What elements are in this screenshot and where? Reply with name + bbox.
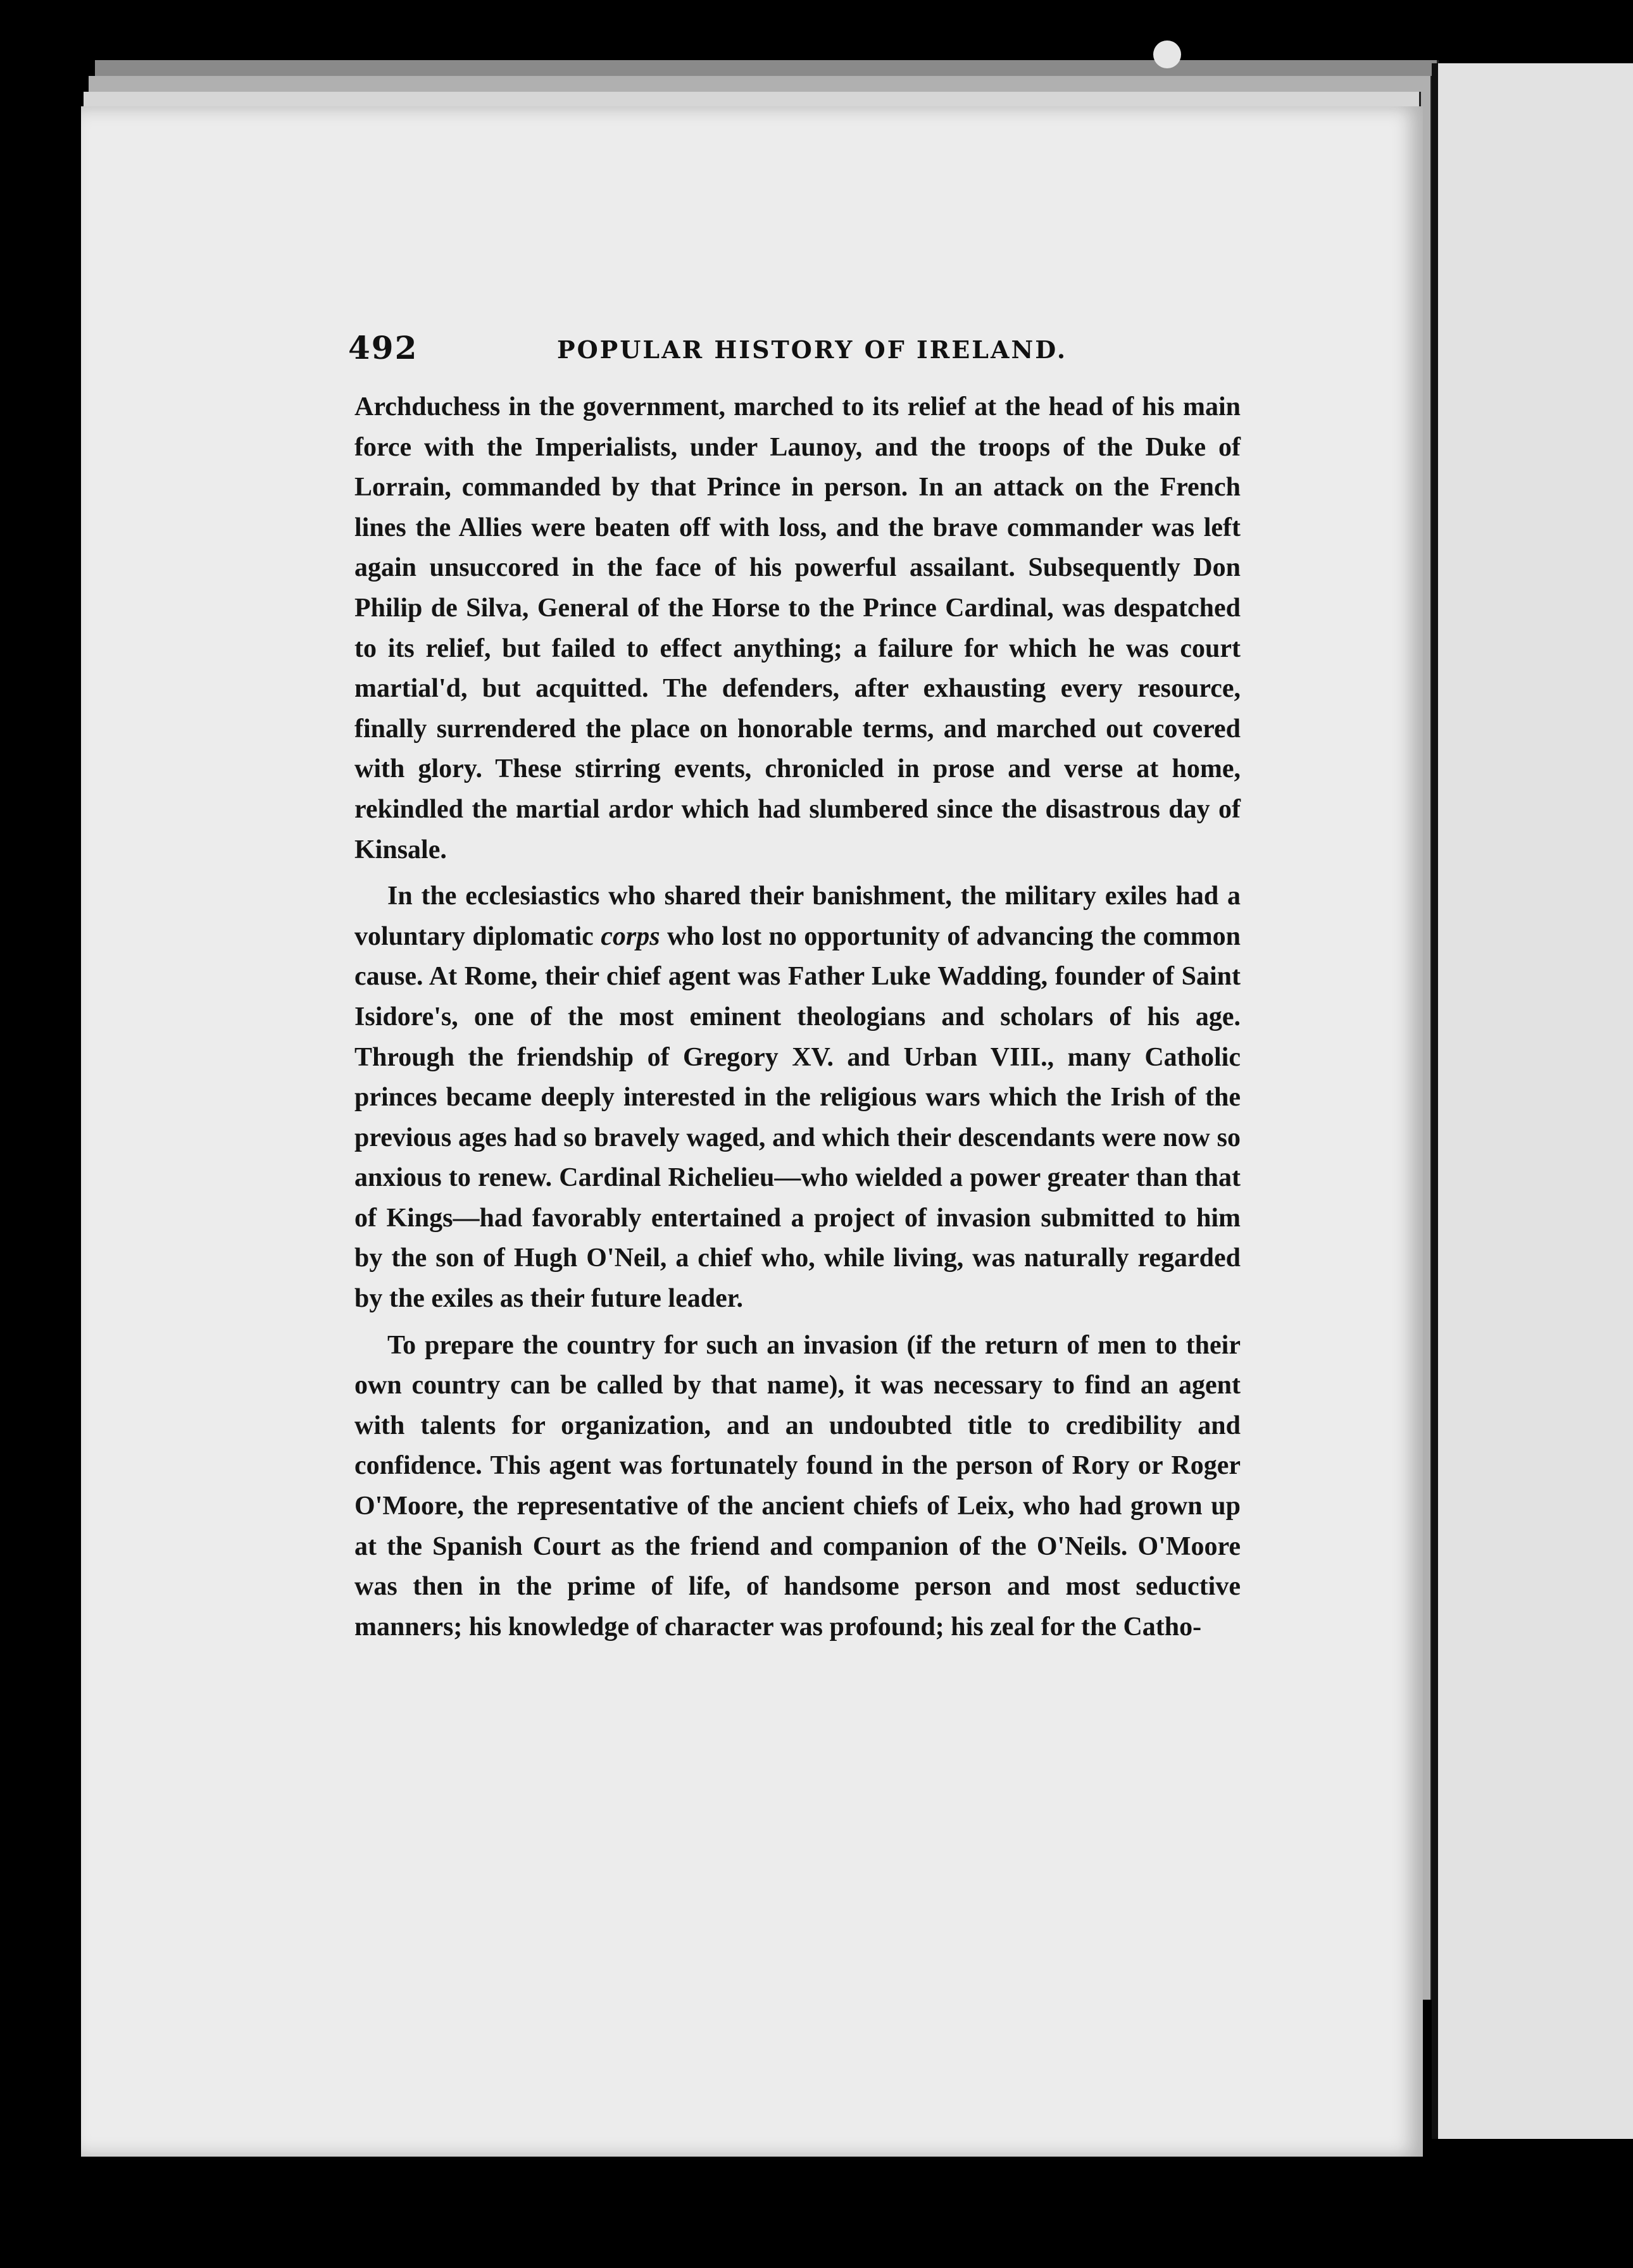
paragraph-2-end: who lost no opportunity of advancing the common cause. At Rome, their chief agent was Father Luke Wadding, founder of Saint Isidore's, one of the most eminent theologians and scholars of his age. Through the friendship of Gregory XV. and Urban VIII., many Catholic princes became deeply interested in the religious wars which the Irish of the previous ages had so bravely waged, and which their descendants were now so anxious to renew. Cardinal Richelieu—who wielded a power greater than that of Kings—had favorably entertained a project of invasion submitted to him by the son of Hugh O'Neil, a chief who, while living, was naturally regarded by the exiles as their future leader. [354, 921, 1241, 1314]
paragraph-2-italic: corps [601, 921, 660, 951]
paragraph-2-start: In the ecclesiastics who shared their banishment, the military exiles had a voluntary diplomatic [354, 882, 1241, 951]
facing-page [1432, 63, 1633, 2139]
paragraph-1: Archduchess in the government, marched to its relief at the head of his main force with the Imperialists, under Launoy, and the troops of the Duke of Lorrain, commanded by that Prince in person. In an attack on the French lines the Allies were beaten off with loss, and the brave commander was left again unsuccored in the face of his powerful assailant. Subsequently Don Philip de Silva, General of the Horse to the Prince Cardinal, was despatched to its relief, but failed to effect anything; a failure for which he was court martial'd, but acquitted. The defenders, after exhausting every resource, finally surrendered the place on honorable terms, and marched out covered with glory. These stirring events, chronicled in prose and verse at home, rekindled the martial ardor which had slumbered since the disastrous day of Kinsale. [354, 392, 1241, 864]
paragraph-3: To prepare the country for such an invasion (if the return of men to their own country can be called by that name), it was necessary to find an agent with talents for organization, and an undoubted title to credibility and confidence. This agent was fortunately found in the person of Rory or Roger O'Moore, the representative of the ancient chiefs of Leix, who had grown up at the Spanish Court as the friend and companion of the O'Neils. O'Moore was then in the prime of life, of handsome person and most seductive manners; his knowledge of character was profound; his zeal for the Catho- [354, 1330, 1241, 1642]
page-header [348, 329, 1247, 373]
running-head: POPULAR HISTORY OF IRELAND. [557, 335, 1068, 364]
scan-hole [1153, 40, 1181, 68]
page-number: 492 [348, 329, 418, 366]
paragraph-2 [354, 876, 1241, 1319]
body-text [354, 387, 1241, 1647]
